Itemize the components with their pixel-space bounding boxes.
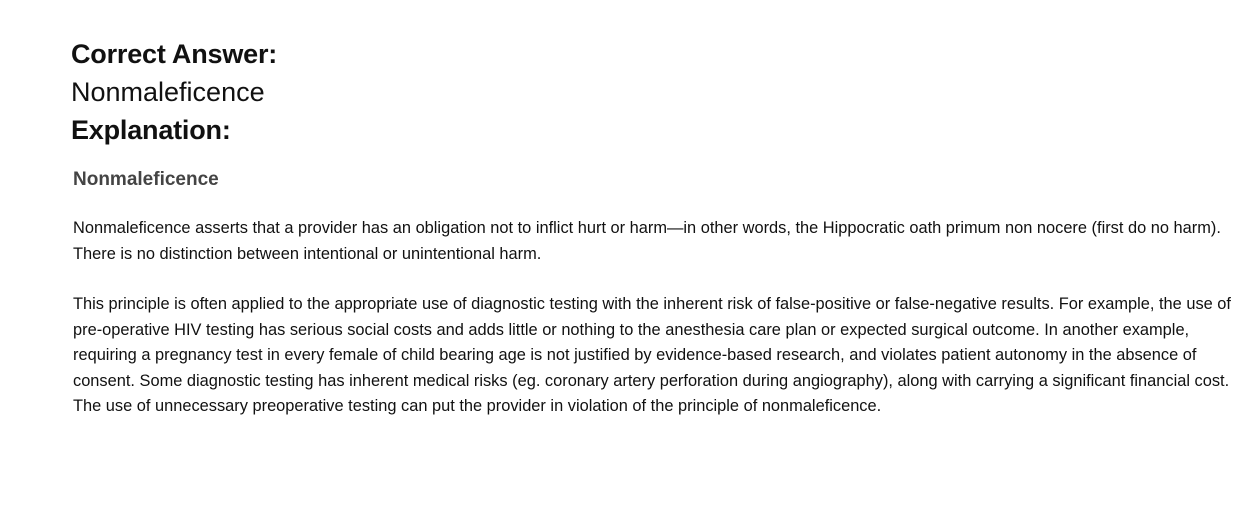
explanation-section-title: Nonmaleficence [73,169,219,190]
answer-explanation-panel [71,36,1241,445]
explanation-paragraph: This principle is often applied to the appropriate use of diagnostic testing with the inherent risk of false-positive or false-negative results. For example, the use of pre-operative HIV testing has serious social costs and adds little or nothing to the anesthesia care plan or expected surgical outcome. In another example, requiring a pregnancy test in every female of child bearing age is not justified by evidence-based research, and violates patient autonomy in the absence of consent. Some diagnostic testing has inherent medical risks (eg. coronary artery perforation during angiography), along with carrying a significant financial cost. The use of unnecessary preoperative testing can put the provider in violation of the principle of nonmaleficence. [73,295,1231,415]
explanation-paragraph: Nonmaleficence asserts that a provider has an obligation not to inflict hurt or harm—in other words, the Hippocratic oath primum non nocere (first do no harm). There is no distinction between intentional or unintentional harm. [73,219,1221,263]
explanation-body [71,167,1241,420]
correct-answer-heading: Correct Answer: [71,39,278,69]
correct-answer-value: Nonmaleficence [71,77,265,107]
explanation-heading: Explanation: [71,115,231,145]
